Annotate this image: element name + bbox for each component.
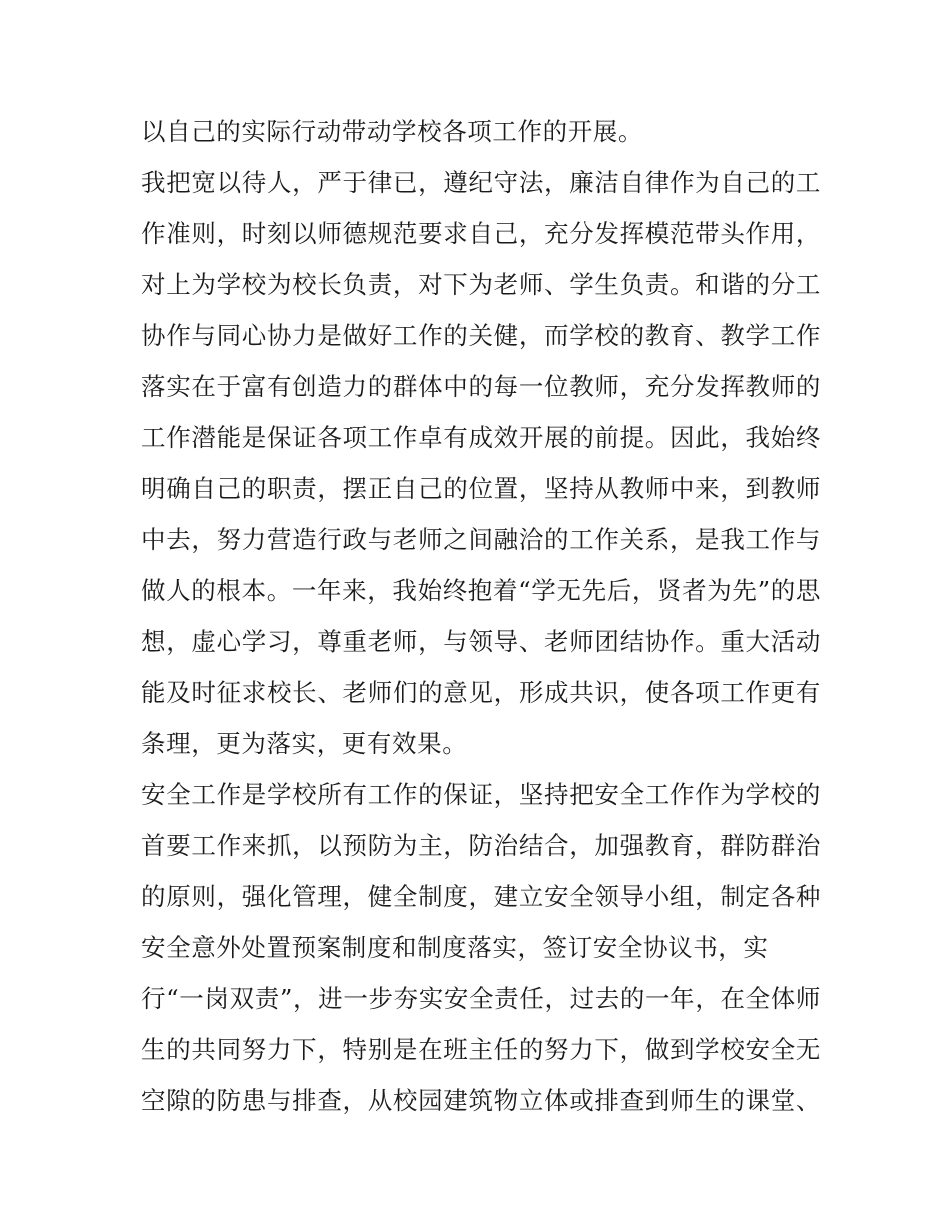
text-line: 做人的根本。一年来，我始终抱着“学无先后，贤者为先”的思 bbox=[141, 576, 821, 605]
text-line: 中去，努力营造行政与老师之间融洽的工作关系，是我工作与 bbox=[141, 525, 821, 554]
text-line: 生的共同努力下，特别是在班主任的努力下，做到学校安全无 bbox=[141, 1035, 821, 1064]
text-line: 工作潜能是保证各项工作卓有成效开展的前提。因此，我始终 bbox=[141, 423, 821, 452]
text-line: 我把宽以待人，严于律已，遵纪守法，廉洁自律作为自己的工 bbox=[141, 168, 821, 197]
text-line: 首要工作来抓，以预防为主，防治结合，加强教育，群防群治 bbox=[141, 831, 821, 860]
text-line: 的原则，强化管理，健全制度，建立安全领导小组，制定各种 bbox=[141, 882, 821, 911]
text-line: 以自己的实际行动带动学校各项工作的开展。 bbox=[141, 117, 643, 146]
text-line: 作准则，时刻以师德规范要求自己，充分发挥模范带头作用， bbox=[141, 219, 821, 248]
text-line: 能及时征求校长、老师们的意见，形成共识，使各项工作更有 bbox=[141, 678, 821, 707]
text-line: 明确自己的职责，摆正自己的位置，坚持从教师中来，到教师 bbox=[141, 474, 821, 503]
body-text bbox=[141, 106, 821, 1126]
text-line: 安全工作是学校所有工作的保证，坚持把安全工作作为学校的 bbox=[141, 780, 821, 809]
text-line: 行“一岗双责”，进一步夯实安全责任，过去的一年，在全体师 bbox=[141, 984, 821, 1013]
text-line: 想，虚心学习，尊重老师，与领导、老师团结协作。重大活动 bbox=[141, 627, 821, 656]
text-line: 对上为学校为校长负责，对下为老师、学生负责。和谐的分工 bbox=[141, 270, 821, 299]
text-line: 空隙的防患与排查，从校园建筑物立体或排查到师生的课堂、 bbox=[141, 1086, 821, 1115]
text-line: 落实在于富有创造力的群体中的每一位教师，充分发挥教师的 bbox=[141, 372, 821, 401]
text-line: 安全意外处置预案制度和制度落实，签订安全协议书，实 bbox=[141, 933, 769, 962]
text-line: 条理，更为落实，更有效果。 bbox=[141, 729, 468, 758]
text-line: 协作与同心协力是做好工作的关健，而学校的教育、教学工作 bbox=[141, 321, 821, 350]
